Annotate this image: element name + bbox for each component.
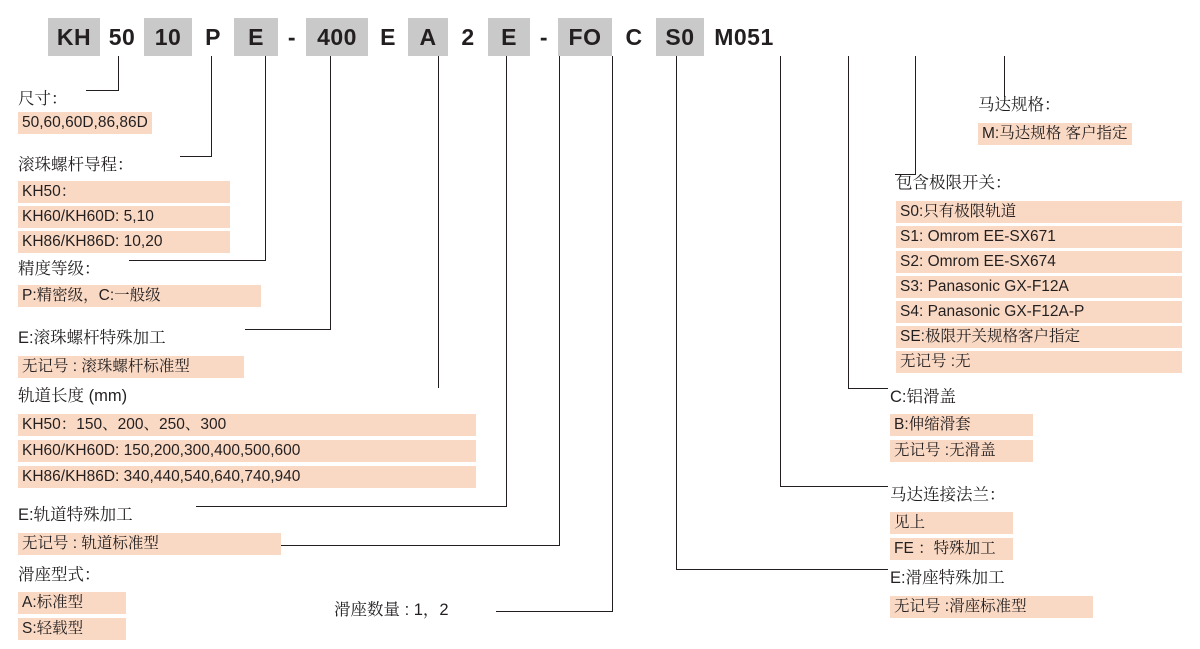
- leader-line-screw-special-h: [245, 329, 331, 330]
- label-limit-switch-row-6: 无记号 :无: [896, 351, 1182, 373]
- label-limit-switch-row-0: S0:只有极限轨道: [896, 201, 1182, 223]
- label-rail-length-row-2: KH86/KH86D: 340,440,540,640,740,940: [18, 466, 476, 488]
- code-cell-10: E: [488, 18, 530, 56]
- leader-line-rail-special-h: [196, 506, 507, 507]
- label-rail-special-title: E:轨道特殊加工: [18, 506, 133, 524]
- leader-line-slider-special-h: [676, 569, 888, 570]
- label-accuracy-title: 精度等级：: [18, 260, 101, 278]
- code-cell-15: M051: [714, 23, 774, 50]
- leader-line-limit-switch: [915, 56, 916, 174]
- label-slider-type-row-1: S:轻载型: [18, 618, 126, 640]
- label-motor-spec-values: M:马达规格 客户指定: [978, 123, 1132, 145]
- label-motor-spec-title: 马达规格：: [978, 96, 1061, 114]
- code-cell-6: 400: [306, 18, 368, 56]
- leader-line-rail-length: [438, 56, 439, 387]
- label-slider-type-row-0: A:标准型: [18, 592, 126, 614]
- label-accuracy-values: P:精密级，C:一般级: [18, 285, 261, 307]
- label-slider-count: 滑座数量 : 1，2: [334, 601, 449, 619]
- code-cell-13: C: [625, 23, 643, 50]
- leader-line-slider-count: [612, 56, 613, 611]
- label-flange-title: 马达连接法兰：: [890, 486, 1006, 504]
- leader-line-rail-special: [506, 56, 507, 506]
- code-cell-14: S0: [656, 18, 704, 56]
- label-screw-special-values: 无记号 : 滚珠螺杆标准型: [18, 356, 244, 378]
- leader-line-cover: [848, 56, 849, 388]
- label-rail-length-title: 轨道长度 (mm): [18, 387, 128, 405]
- label-slider-special-values: 无记号 :滑座标准型: [890, 596, 1093, 618]
- label-rail-length-row-1: KH60/KH60D: 150,200,300,400,500,600: [18, 440, 476, 462]
- label-limit-switch-row-2: S2: Omrom EE-SX674: [896, 251, 1182, 273]
- leader-line-slider-type: [559, 56, 560, 545]
- label-lead-title: 滚珠螺杆导程：: [18, 156, 134, 174]
- leader-line-flange-h: [780, 486, 888, 487]
- label-rail-length-row-0: KH50：150、200、250、300: [18, 414, 476, 436]
- label-size-title: 尺寸：: [18, 90, 68, 108]
- code-cell-3: P: [205, 23, 221, 50]
- code-cell-11: -: [539, 23, 549, 50]
- leader-line-lead: [211, 56, 212, 156]
- label-lead-row-2: KH86/KH86D: 10,20: [18, 231, 230, 253]
- label-limit-switch-row-3: S3: Panasonic GX-F12A: [896, 276, 1182, 298]
- code-cell-7: E: [380, 23, 396, 50]
- leader-line-flange: [780, 56, 781, 486]
- label-flange-row-0: 见上: [890, 512, 1013, 534]
- label-limit-switch-row-4: S4: Panasonic GX-F12A-P: [896, 301, 1182, 323]
- leader-line-accuracy: [265, 56, 266, 260]
- code-cell-12: FO: [558, 18, 612, 56]
- code-cell-0: KH: [48, 18, 100, 56]
- label-lead-row-1: KH60/KH60D: 5,10: [18, 206, 230, 228]
- label-size-values: 50,60,60D,86,86D: [18, 112, 152, 134]
- leader-line-cover-h: [848, 388, 888, 389]
- label-cover-row-1: 无记号 :无滑盖: [890, 440, 1033, 462]
- label-rail-special-values: 无记号 : 轨道标准型: [18, 533, 281, 555]
- leader-line-motor-spec: [1004, 56, 1005, 96]
- label-cover-title: C:铝滑盖: [890, 388, 956, 406]
- product-code-string: [48, 18, 784, 56]
- leader-line-accuracy-h: [129, 260, 266, 261]
- code-cell-8: A: [408, 18, 448, 56]
- leader-line-size-h: [86, 90, 119, 91]
- leader-line-lead-h: [180, 156, 212, 157]
- label-limit-switch-row-5: SE:极限开关规格客户指定: [896, 326, 1182, 348]
- label-flange-row-1: FE ：特殊加工: [890, 538, 1013, 560]
- code-cell-1: 50: [108, 23, 136, 50]
- label-limit-switch-title: 包含极限开关：: [896, 174, 1012, 192]
- label-cover-row-0: B:伸缩滑套: [890, 414, 1033, 436]
- code-cell-9: 2: [461, 23, 475, 50]
- label-limit-switch-row-1: S1: Omrom EE-SX671: [896, 226, 1182, 248]
- label-screw-special-title: E:滚珠螺杆特殊加工: [18, 329, 166, 347]
- code-cell-5: -: [287, 23, 297, 50]
- code-cell-4: E: [234, 18, 278, 56]
- leader-line-slider-count-h: [496, 611, 613, 612]
- leader-line-screw-special: [330, 56, 331, 329]
- code-cell-2: 10: [144, 18, 192, 56]
- leader-line-size: [118, 56, 119, 90]
- leader-line-slider-special: [676, 56, 677, 569]
- leader-line-rail-length-h: [438, 387, 439, 388]
- label-slider-special-title: E:滑座特殊加工: [890, 569, 1005, 587]
- label-slider-type-title: 滑座型式：: [18, 566, 101, 584]
- label-lead-row-0: KH50：: [18, 181, 230, 203]
